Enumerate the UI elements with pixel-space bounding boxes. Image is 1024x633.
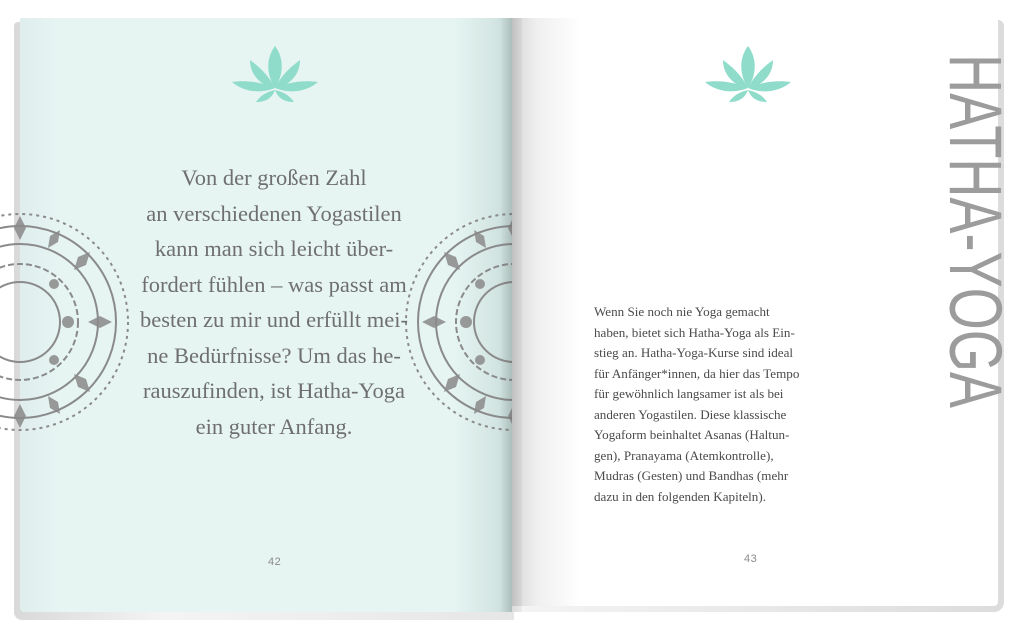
quote-line: besten zu mir und erfüllt mei- bbox=[139, 307, 409, 332]
quote-line: fordert fühlen – was passt am bbox=[141, 271, 407, 297]
body-line: für gewöhnlich langsamer ist als bei bbox=[594, 386, 784, 401]
body-line: Yogaform beinhaltet Asanas (Haltun- bbox=[594, 427, 790, 442]
body-line: Wenn Sie noch nie Yoga gemacht bbox=[594, 304, 770, 319]
body-line: Mudras (Gesten) und Bandhas (mehr bbox=[594, 468, 789, 483]
lotus-icon bbox=[702, 38, 794, 104]
body-line: dazu in den folgenden Kapiteln). bbox=[594, 488, 766, 504]
intro-quote bbox=[116, 160, 432, 444]
quote-line: kann man sich leicht über- bbox=[154, 236, 394, 261]
body-line: haben, bietet sich Hatha-Yoga als Ein- bbox=[594, 324, 795, 340]
quote-line: ne Bedürfnisse? Um das he- bbox=[147, 342, 401, 368]
body-line: für Anfänger*innen, da hier das Tempo bbox=[594, 365, 800, 381]
chapter-body-text bbox=[594, 302, 856, 507]
left-page bbox=[20, 18, 512, 612]
page-number-right: 43 bbox=[744, 553, 758, 565]
quote-line: ein guter Anfang. bbox=[195, 413, 353, 439]
body-line: anderen Yogastilen. Diese klassische bbox=[594, 406, 787, 422]
page-number-left: 42 bbox=[268, 556, 282, 568]
right-page bbox=[512, 18, 1017, 606]
mandala-ornament-left bbox=[0, 202, 90, 442]
body-line: gen), Pranayama (Atemkontrolle), bbox=[594, 447, 774, 463]
quote-line: Von der großen Zahl bbox=[181, 165, 367, 190]
quote-line: an verschiedenen Yogastilen bbox=[146, 200, 402, 226]
body-line: stieg an. Hatha-Yoga-Kurse sind ideal bbox=[594, 345, 794, 360]
chapter-title-text: HATHA-YOGA bbox=[934, 54, 1017, 538]
chapter-title bbox=[884, 46, 1017, 538]
quote-line: rauszufinden, ist Hatha-Yoga bbox=[142, 378, 406, 403]
lotus-icon bbox=[230, 38, 320, 104]
